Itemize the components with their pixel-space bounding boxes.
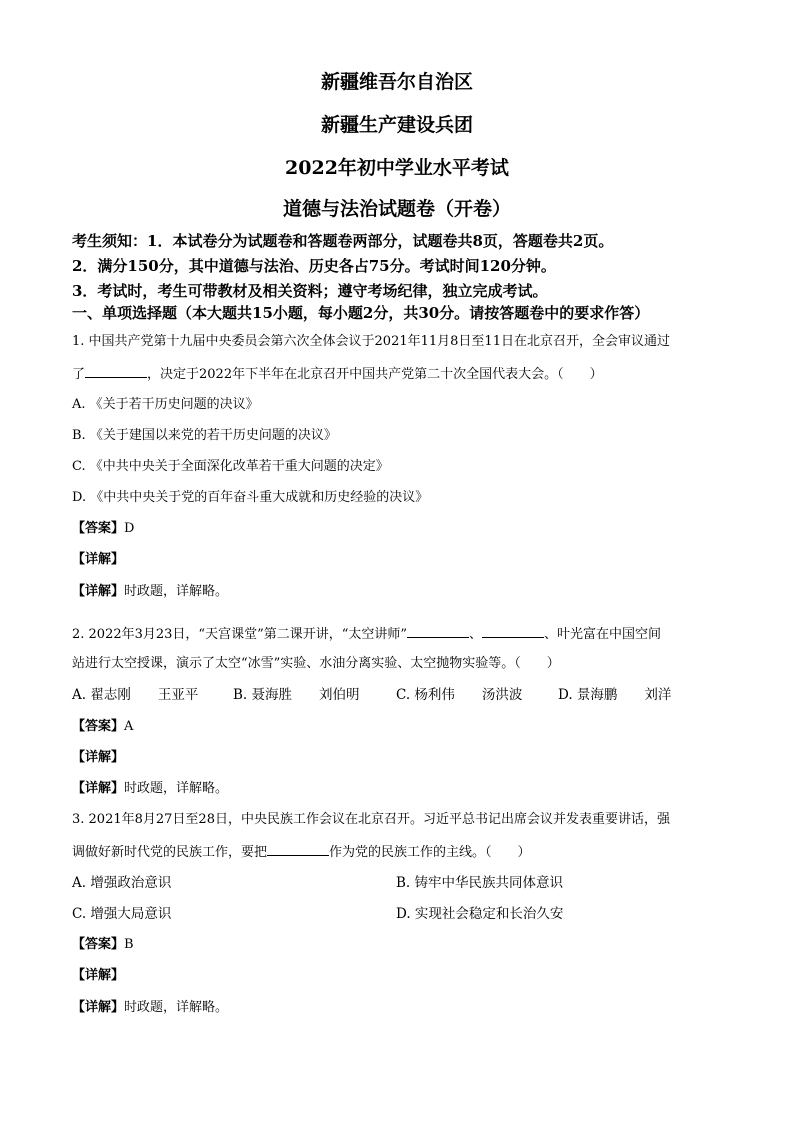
- q3-detail-tag: 【详解】: [72, 1000, 125, 1015]
- q2-stem-suffix: 、叶光富在中国空间: [544, 627, 662, 642]
- q1-detail-tag: 【详解】: [72, 584, 125, 599]
- q2-option-a: A. 翟志刚 王亚平: [72, 687, 199, 703]
- q2-stem-line-1: [72, 623, 661, 645]
- q3-answer: [72, 935, 134, 955]
- title-subject: 道德与法治试题卷（开卷）: [282, 198, 511, 220]
- q3-option-d: D. 实现社会稳定和长治久安: [396, 906, 564, 922]
- q1-detail: [72, 582, 228, 602]
- q3-stem-line-1: 3. 2021年8月27日至28日，中央民族工作会议在北京召开。习近平总书记出席会议并发表重要讲话，强: [72, 812, 670, 827]
- q2-answer-tag: 【答案】: [72, 719, 125, 734]
- q2-detail-heading: 【详解】: [72, 750, 125, 765]
- q1-detail-text: 时政题，详解略。: [124, 584, 229, 599]
- q3-option-b: B. 铸牢中华民族共同体意识: [396, 875, 564, 891]
- q1-stem-prefix: 了: [72, 367, 86, 382]
- q1-stem-line-1: 1. 中国共产党第十九届中央委员会第六次全体会议于2021年11月8日至11日在北京召开，全会审议通过: [72, 334, 670, 349]
- q2-blank-1: [407, 623, 469, 638]
- q2-answer: [72, 717, 133, 737]
- section-title: 一、单项选择题（本大题共15小题，每小题2分，共30分。请按答题卷中的要求作答）: [72, 304, 650, 322]
- q1-option-d: D. 《中共中央关于党的百年奋斗重大成就和历史经验的决议》: [72, 490, 429, 505]
- notice-line-2: 2．满分150分，其中道德与法治、历史各占75分。考试时间120分钟。: [72, 257, 556, 275]
- q2-stem-prefix: 2. 2022年3月23日，“天宫课堂”第二课开讲，“太空讲师”: [72, 627, 408, 642]
- q3-detail: [72, 998, 228, 1018]
- q1-answer: [72, 519, 134, 539]
- q1-option-c: C. 《中共中央关于全面深化改革若干重大问题的决定》: [72, 459, 389, 474]
- q3-answer-value: B: [124, 937, 134, 952]
- q1-detail-heading: 【详解】: [72, 552, 125, 567]
- q3-answer-tag: 【答案】: [72, 937, 125, 952]
- q1-stem-suffix: ，决定于2022年下半年在北京召开中国共产党第二十次全国代表大会。（ ）: [147, 367, 603, 382]
- title-exam: 2022年初中学业水平考试: [285, 157, 509, 179]
- q1-answer-value: D: [124, 521, 135, 536]
- q1-option-b: B. 《关于建国以来党的若干历史问题的决议》: [72, 428, 337, 443]
- q3-blank: [267, 841, 329, 856]
- q3-detail-heading: 【详解】: [72, 968, 125, 983]
- q3-stem-prefix: 调做好新时代党的民族工作，要把: [72, 845, 268, 860]
- q3-stem-suffix: 作为党的民族工作的主线。（ ）: [329, 845, 531, 860]
- q2-option-c: C. 杨利伟 汤洪波: [396, 687, 523, 703]
- q3-stem-line-2: [72, 841, 531, 863]
- title-region: 新疆维吾尔自治区: [320, 71, 473, 93]
- q2-detail: [72, 779, 228, 799]
- title-corps: 新疆生产建设兵团: [320, 114, 473, 136]
- q2-detail-tag: 【详解】: [72, 781, 125, 796]
- q3-option-c: C. 增强大局意识: [72, 906, 172, 922]
- q2-answer-value: A: [124, 719, 134, 734]
- q3-detail-text: 时政题，详解略。: [124, 1000, 229, 1015]
- q1-option-a: A. 《关于若干历史问题的决议》: [72, 397, 259, 412]
- q1-answer-tag: 【答案】: [72, 521, 125, 536]
- notice-line-1: 考生须知：1．本试卷分为试题卷和答题卷两部分，试题卷共8页，答题卷共2页。: [72, 232, 614, 250]
- q2-blank-2: [482, 623, 544, 638]
- q2-stem-separator: 、: [469, 627, 483, 642]
- q3-option-a: A. 增强政治意识: [72, 875, 172, 891]
- notice-line-3: 3．考试时，考生可带教材及相关资料；遵守考场纪律，独立完成考试。: [72, 282, 548, 300]
- q2-detail-text: 时政题，详解略。: [124, 781, 229, 796]
- q1-blank: [85, 363, 147, 378]
- q1-stem-line-2: [72, 363, 603, 385]
- q2-stem-line-2: 站进行太空授课，演示了太空“冰雪”实验、水油分离实验、太空抛物实验等。（ ）: [72, 656, 560, 671]
- q2-option-d: D. 景海鹏 刘洋: [558, 687, 672, 703]
- q2-option-b: B. 聂海胜 刘伯明: [233, 687, 360, 703]
